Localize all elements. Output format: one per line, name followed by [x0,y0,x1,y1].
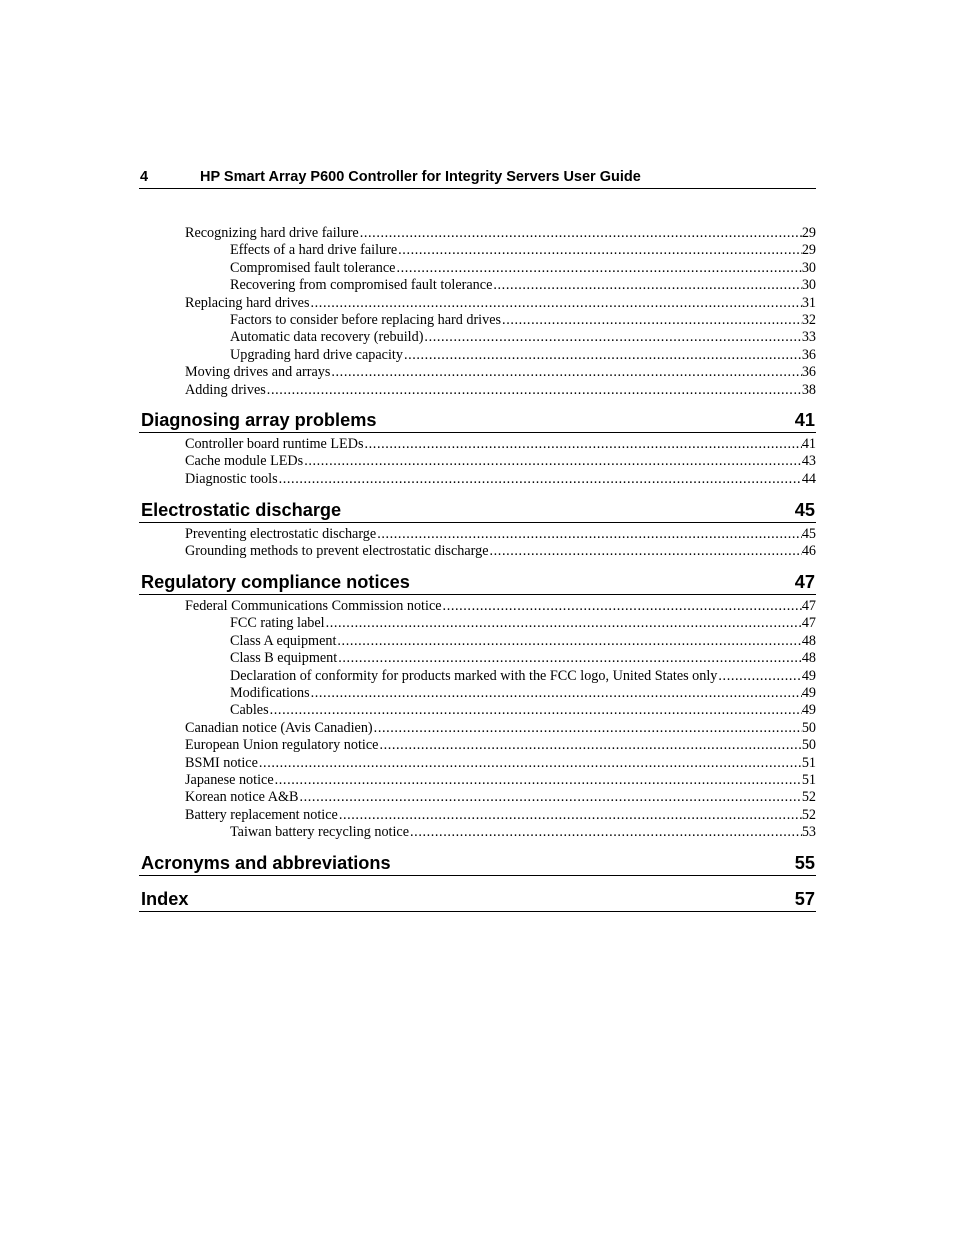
toc-section-entries [139,598,816,841]
toc-entry[interactable]: Replacing hard drives ..... 31 [139,295,816,312]
toc-entry[interactable]: FCC rating label ..... 47 [139,615,816,632]
toc-entry[interactable]: Automatic data recovery (rebuild) ..... 33 [139,329,816,346]
toc-entry[interactable]: Japanese notice ..... 51 [139,772,816,789]
toc-section-entries [139,526,816,561]
toc-entry[interactable]: Controller board runtime LEDs ..... 41 [139,436,816,453]
toc-entry[interactable]: Class A equipment ..... 48 [139,633,816,650]
toc-entry[interactable]: BSMI notice ..... 51 [139,755,816,772]
toc-entry[interactable]: European Union regulatory notice ..... 50 [139,737,816,754]
toc-entry[interactable]: Modifications ..... 49 [139,685,816,702]
toc-entry[interactable]: Korean notice A&B ..... 52 [139,789,816,806]
toc-entry[interactable]: Taiwan battery recycling notice ..... 53 [139,824,816,841]
toc-entry[interactable]: Effects of a hard drive failure ..... 29 [139,242,816,259]
toc-entry[interactable]: Federal Communications Commission notice ..... 47 [139,598,816,615]
document-title: HP Smart Array P600 Controller for Integrity Servers User Guide [200,169,641,185]
toc-section-heading[interactable]: Electrostatic discharge 45 [139,498,816,523]
toc-section-heading[interactable]: Regulatory compliance notices 47 [139,570,816,595]
toc-entry[interactable]: Recovering from compromised fault tolerance ..... 30 [139,277,816,294]
toc-entry[interactable]: Recognizing hard drive failure ..... 29 [139,225,816,242]
page-number: 4 [140,169,149,185]
toc-entry[interactable]: Adding drives ..... 38 [139,382,816,399]
toc-section-entries [139,436,816,488]
toc-entry[interactable]: Cache module LEDs ..... 43 [139,453,816,470]
toc-entry[interactable]: Canadian notice (Avis Canadien) ..... 50 [139,720,816,737]
toc-entry[interactable]: Diagnostic tools ..... 44 [139,471,816,488]
toc-entry[interactable]: Battery replacement notice ..... 52 [139,807,816,824]
toc-entry[interactable]: Factors to consider before replacing hard drives ..... 32 [139,312,816,329]
toc-section-heading[interactable]: Acronyms and abbreviations 55 [139,851,816,876]
toc-section-heading[interactable]: Index 57 [139,887,816,912]
toc-block-continued [139,225,816,399]
toc-entry[interactable]: Compromised fault tolerance ..... 30 [139,260,816,277]
toc-section-heading[interactable]: Diagnosing array problems 41 [139,408,816,433]
toc-entry[interactable]: Declaration of conformity for products marked with the FCC logo, United States only ..... 49 [139,668,816,685]
toc-entry[interactable]: Preventing electrostatic discharge ..... 45 [139,526,816,543]
page-header [139,168,816,189]
toc-entry[interactable]: Upgrading hard drive capacity ..... 36 [139,347,816,364]
toc-entry[interactable]: Moving drives and arrays ..... 36 [139,364,816,381]
toc-entry[interactable]: Grounding methods to prevent electrostatic discharge ..... 46 [139,543,816,560]
toc-entry[interactable]: Class B equipment ..... 48 [139,650,816,667]
toc-entry[interactable]: Cables ..... 49 [139,702,816,719]
